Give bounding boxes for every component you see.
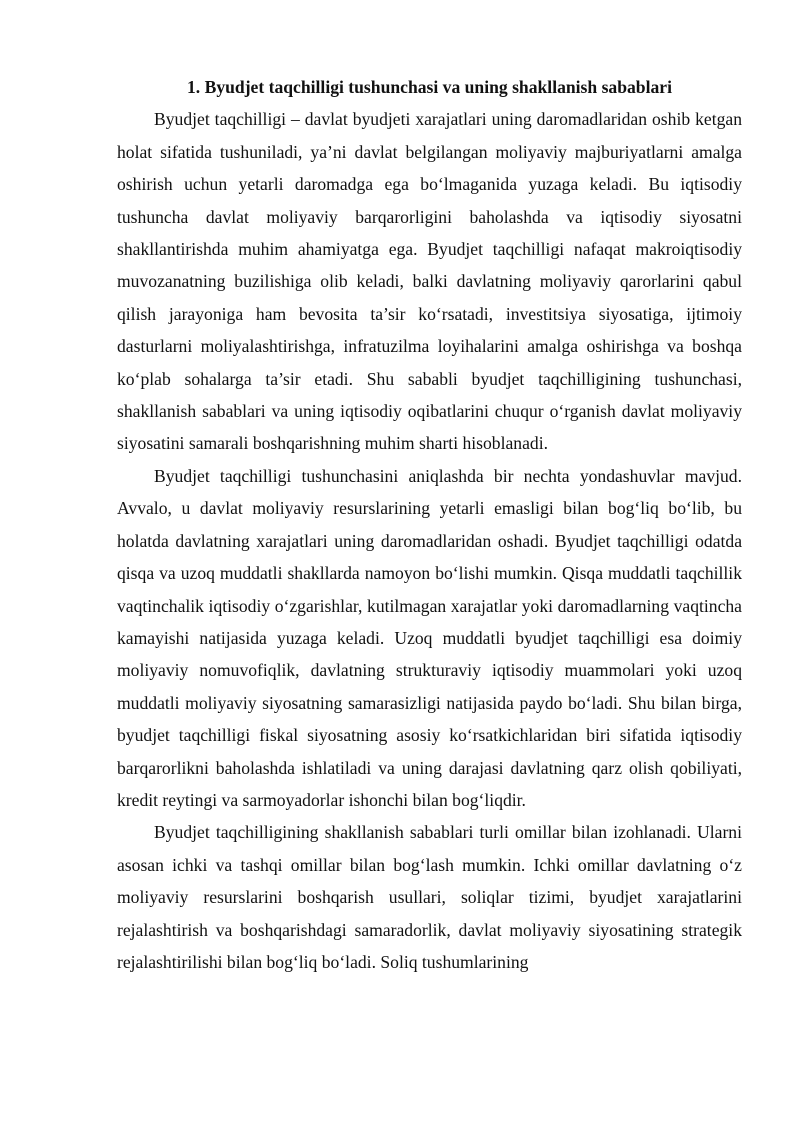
document-body <box>117 71 742 978</box>
paragraph-approaches: Byudjet taqchilligi tushunchasini aniqlashda bir nechta yondashuvlar mavjud. Avvalo, u davlat moliyaviy resurslarining yetarli emasligi bilan bog‘liq bo‘lib, bu holatda davlatning xarajatlari uning daromadlaridan oshadi. Byudjet taqchilligi odatda qisqa va uzoq muddatli shakllarda namoyon bo‘lishi mumkin. Qisqa muddatli taqchillik vaqtinchalik iqtisodiy o‘zgarishlar, kutilmagan xarajatlar yoki daromadlarning vaqtincha kamayishi natijasida yuzaga keladi. Uzoq muddatli byudjet taqchilligi esa doimiy moliyaviy nomuvofiqlik, davlatning strukturaviy iqtisodiy muammolari yoki uzoq muddatli moliyaviy siyosatning samarasizligi natijasida paydo bo‘ladi. Shu bilan birga, byudjet taqchilligi fiskal siyosatning asosiy ko‘rsatkichlaridan biri sifatida iqtisodiy barqarorlikni baholashda ishlatiladi va uning darajasi davlatning qarz olish qobiliyati, kredit reytingi va sarmoyadorlar ishonchi bilan bog‘liqdir. <box>117 465 742 810</box>
section-heading: 1. Byudjet taqchilligi tushunchasi va uning shakllanish sabablari <box>187 77 672 97</box>
paragraph-definition: Byudjet taqchilligi – davlat byudjeti xarajatlari uning daromadlaridan oshib ketgan holat sifatida tushuniladi, ya’ni davlat belgilangan moliyaviy majburiyatlarni amalga oshirish uchun yetarli daromadga ega bo‘lmaganida yuzaga keladi. Bu iqtisodiy tushuncha davlat moliyaviy barqarorligini baholashda va iqtisodiy siyosatni shakllantirishda muhim ahamiyatga ega. Byudjet taqchilligi nafaqat makroiqtisodiy muvozanatning buzilishiga olib keladi, balki davlatning moliyaviy qarorlarini qabul qilish jarayoniga ham bevosita ta’sir ko‘rsatadi, investitsiya siyosatiga, ijtimoiy dasturlarni moliyalashtirishga, infratuzilma loyihalarini amalga oshirishga va boshqa ko‘plab sohalarga ta’sir etadi. Shu sababli byudjet taqchilligining tushunchasi, shakllanish sabablari va uning iqtisodiy oqibatlarini chuqur o‘rganish davlat moliyaviy siyosatini samarali boshqarishning muhim sharti hisoblanadi. <box>117 109 742 454</box>
paragraph-causes: Byudjet taqchilligining shakllanish sabablari turli omillar bilan izohlanadi. Ularni asosan ichki va tashqi omillar bilan bog‘lash mumkin. Ichki omillar davlatning o‘z moliyaviy resurslarini boshqarish usullari, soliqlar tizimi, byudjet xarajatlarini rejalashtirish va boshqarishdagi samaradorlik, davlat moliyaviy siyosatining strategik rejalashtirilishi bilan bog‘liq bo‘ladi. Soliq tushumlarining <box>117 822 742 972</box>
